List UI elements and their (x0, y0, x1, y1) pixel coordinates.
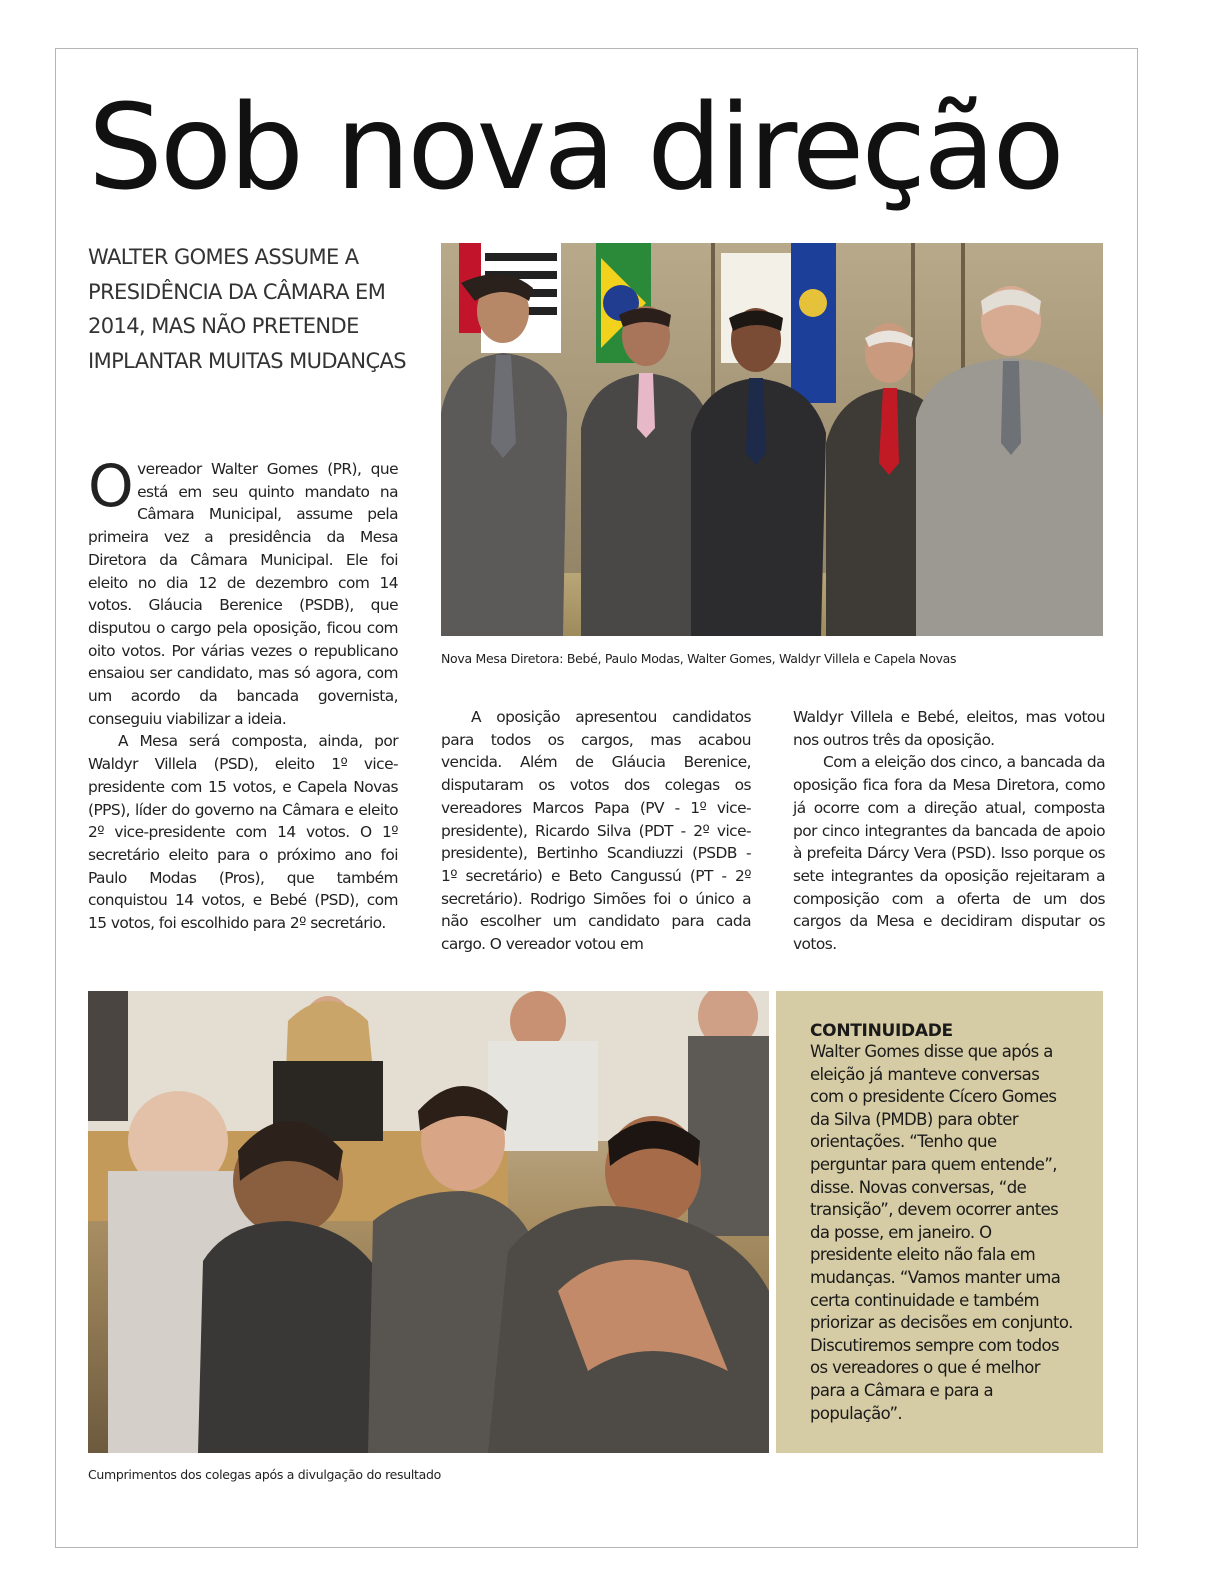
group-photo (441, 243, 1103, 636)
continuity-sidebar (776, 991, 1103, 1453)
paragraph: Overeador Walter Gomes (PR), que está em seu quinto mandato na Câmara Municipal, assume pela primeira vez a presidência da Mesa Diretora da Câmara Municipal. Ele foi eleito no dia 12 de dezembro com 14 votos. Gláucia Berenice (PSDB), que disputou o cargo pela oposição, ficou com oito votos. Por várias vezes o republicano ensaiou ser candidato, mas só agora, com um acordo da bancada governista, conseguiu viabilizar a ideia. (88, 452, 398, 728)
dropcap: O (88, 452, 134, 520)
paragraph: A oposição apresentou candidatos para todos os cargos, mas acabou vencida. Além de Gláucia Berenice, disputaram os votos dos colegas os vereadores Marcos Papa (PV - 1º vice-presidente), Ricardo Silva (PDT - 2º vice-presidente), Bertinho Scandiuzzi (PSDB - 1º secretário) e Beto Cangussú (PT - 2º secretário). Rodrigo Simões foi o único a não escolher um candidato para cada cargo. O vereador votou em (441, 708, 751, 954)
photo2-caption: Cumprimentos dos colegas após a divulgação do resultado (88, 1467, 442, 1482)
article-column-1 (88, 452, 398, 935)
article-column-2 (441, 706, 751, 956)
subhead: WALTER GOMES ASSUME A PRESIDÊNCIA DA CÂMARA EM 2014, MAS NÃO PRETENDE IMPLANTAR MUITAS MUDANÇAS (88, 245, 407, 373)
sidebar-body: Walter Gomes disse que após a eleição já manteve conversas com o presidente Cícero Gomes da Silva (PMDB) para obter orientações. “Tenho que perguntar para quem entende”, disse. Novas conversas, “de transição”, devem ocorrer antes da posse, em janeiro. O presidente eleito não fala em mudanças. “Vamos manter uma certa continuidade e também priorizar as decisões em conjunto. Discutiremos sempre com todos os vereadores o que é melhor para a Câmara e para a população”. (810, 1042, 1073, 1423)
paragraph: A Mesa será composta, ainda, por Waldyr Villela (PSD), eleito 1º vice-presidente com 15 votos, e Capela Novas (PPS), líder do governo na Câmara e eleito 2º vice-presidente com 14 votos. O 1º secretário eleito para o próximo ano foi Paulo Modas (Pros), que também conquistou 14 votos, e Bebé (PSD), com 15 votos, foi escolhido para 2º secretário. (88, 732, 398, 933)
headline: Sob nova direção (88, 78, 1062, 216)
sidebar-title: CONTINUIDADE (810, 1021, 953, 1041)
congratulations-photo (88, 991, 769, 1453)
paragraph: Com a eleição dos cinco, a bancada da oposição fica fora da Mesa Diretora, como já ocorre com a direção atual, composta por cinco integrantes da bancada de apoio à prefeita Dárcy Vera (PSD). Isso porque os sete integrantes da oposição rejeitaram a composição com a oferta de um dos cargos da Mesa e decidiram disputar os votos. (793, 753, 1105, 954)
photo1-caption: Nova Mesa Diretora: Bebé, Paulo Modas, Walter Gomes, Waldyr Villela e Capela Novas (441, 651, 957, 666)
article-column-3 (793, 706, 1105, 956)
paragraph: Waldyr Villela e Bebé, eleitos, mas votou nos outros três da oposição. (793, 708, 1105, 749)
